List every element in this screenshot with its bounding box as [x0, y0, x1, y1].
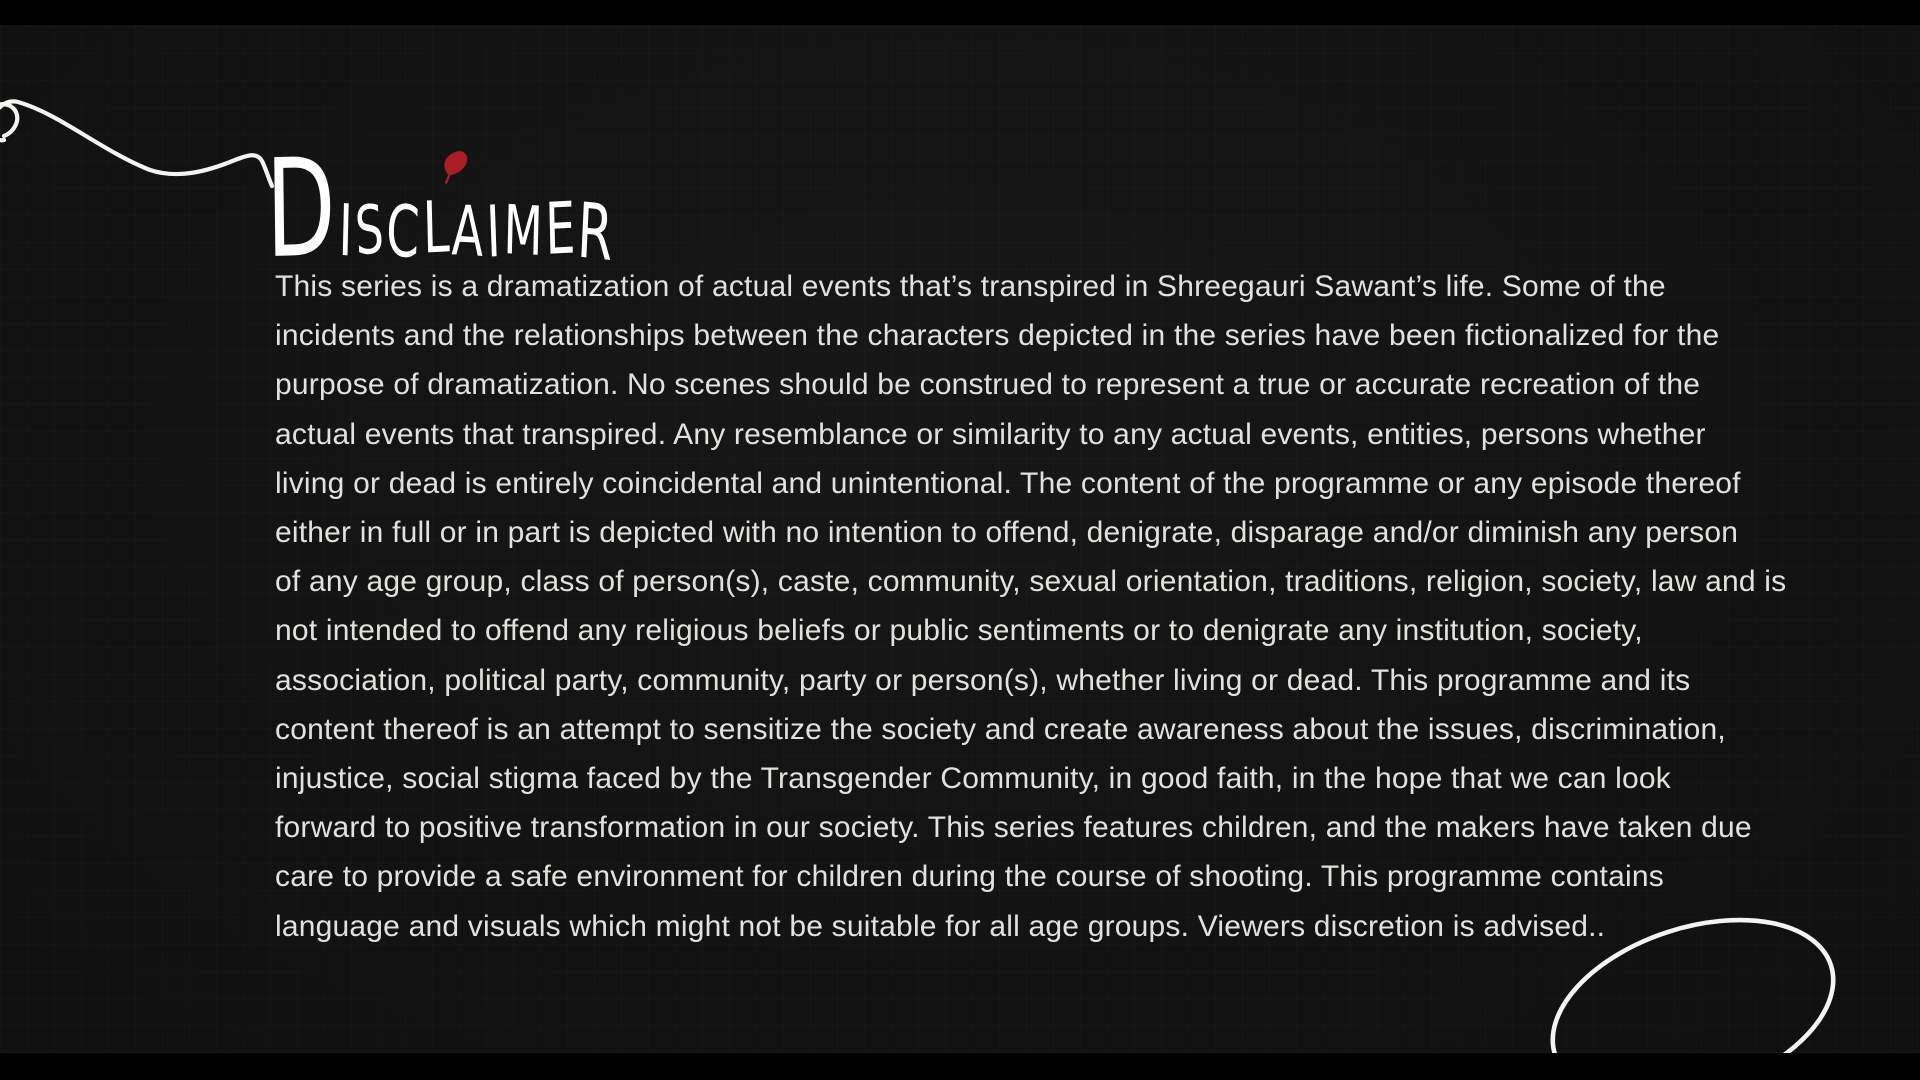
disclaimer-line: actual events that transpired. Any resemblance or similarity to any actual events, entities, persons whether [275, 417, 1706, 451]
disclaimer-line: of any age group, class of person(s), caste, community, sexual orientation, traditions, religion, society, law and is [275, 565, 1787, 599]
disclaimer-line: association, political party, community, party or person(s), whether living or dead. This programme and its [275, 663, 1691, 697]
disclaimer-line: This series is a dramatization of actual events that’s transpired in Shreegauri Sawant’s life. Some of the [275, 270, 1666, 303]
disclaimer-line: content thereof is an attempt to sensitize the society and create awareness about the issues, discrimination, [275, 712, 1726, 746]
disclaimer-line: incidents and the relationships between the characters depicted in the series have been fictionalized for the [275, 319, 1720, 353]
disclaimer-line: forward to positive transformation in our society. This series features children, and the makers have taken due [275, 811, 1752, 845]
disclaimer-line: purpose of dramatization. No scenes should be construed to represent a true or accurate recreation of the [275, 368, 1701, 402]
disclaimer-line: living or dead is entirely coincidental and unintentional. The content of the programme or any episode thereof [275, 466, 1741, 500]
disclaimer-line: language and visuals which might not be suitable for all age groups. Viewers discretion is advised.. [275, 909, 1606, 943]
hand-drawn-squiggle-line [0, 101, 272, 186]
letterbox-top [0, 0, 1920, 25]
disclaimer-line: care to provide a safe environment for children during the course of shooting. This programme contains [275, 860, 1664, 894]
disclaimer-line: not intended to offend any religious beliefs or public sentiments or to denigrate any institution, society, [275, 614, 1643, 648]
letterbox-bottom [0, 1053, 1920, 1080]
disclaimer-text [275, 262, 1786, 951]
disclaimer-line: either in full or in part is depicted with no intention to offend, denigrate, disparage and/or diminish any person [275, 516, 1739, 550]
disclaimer-line: injustice, social stigma faced by the Transgender Community, in good faith, in the hope that we can look [275, 762, 1672, 796]
disclaimer-title: DISCLAIMER [265, 128, 619, 289]
